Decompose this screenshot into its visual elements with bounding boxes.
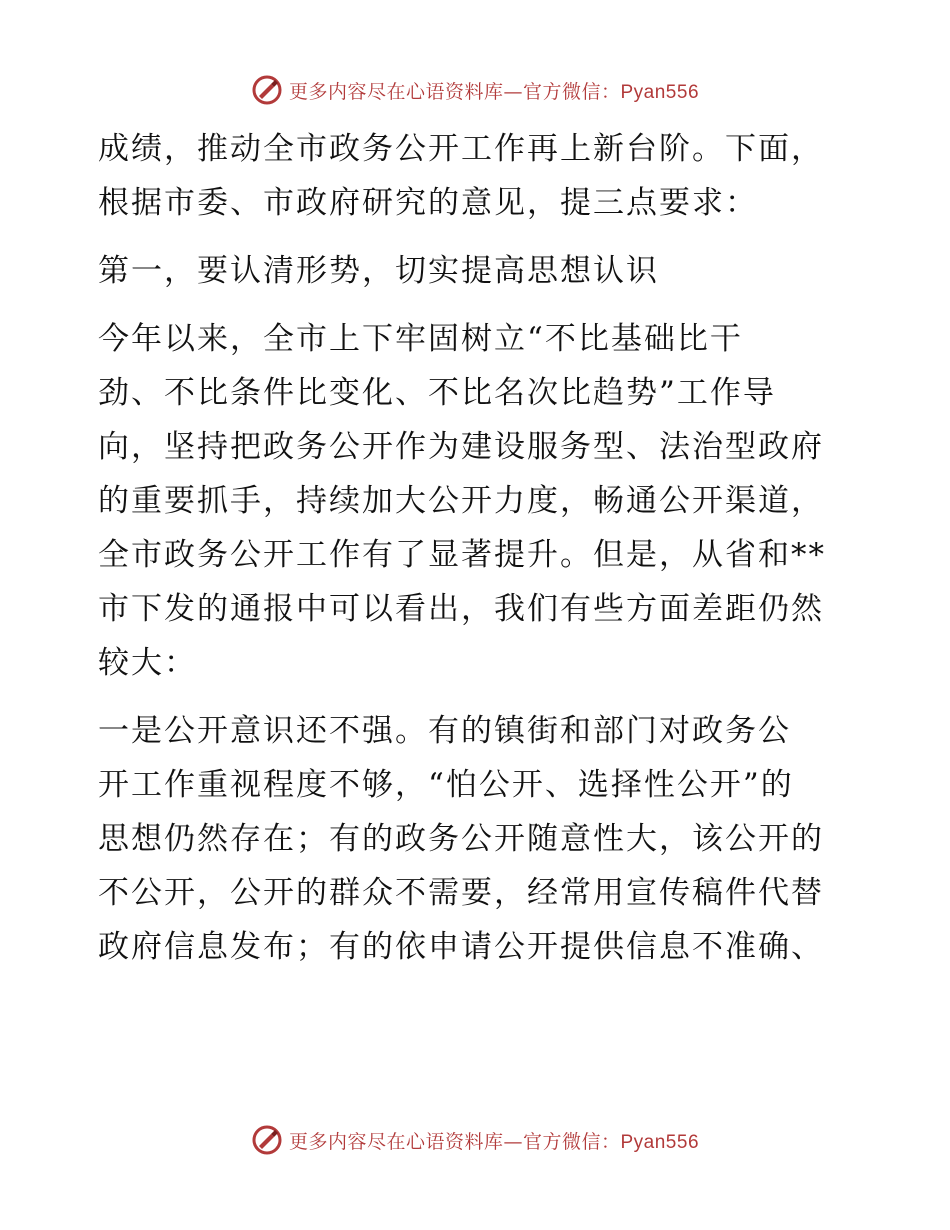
heading-line: 第一，要认清形势，切实提高思想认识 <box>98 253 659 289</box>
text-line: 一是公开意识还不强。有的镇街和部门对政务公 <box>98 713 791 749</box>
text-line: 市下发的通报中可以看出，我们有些方面差距仍然 <box>98 591 824 627</box>
text-line: 不公开，公开的群众不需要，经常用宣传稿件代替 <box>98 875 824 911</box>
pen-logo-icon <box>251 1124 283 1156</box>
text-line: 的重要抓手，持续加大公开力度，畅通公开渠道， <box>98 483 824 519</box>
text-line: 向，坚持把政务公开作为建设服务型、法治型政府 <box>98 429 824 465</box>
pen-logo-icon <box>251 74 283 106</box>
paragraph <box>98 312 858 690</box>
paragraph <box>98 704 858 974</box>
text-line: 开工作重视程度不够，“怕公开、选择性公开”的 <box>98 767 794 803</box>
header-watermark <box>0 70 950 110</box>
section-heading <box>98 244 858 298</box>
watermark-text: 更多内容尽在心语资料库—官方微信：Pyan556 <box>288 80 700 103</box>
text-line: 政府信息发布；有的依申请公开提供信息不准确、 <box>98 929 824 965</box>
text-line: 劲、不比条件比变化、不比名次比趋势”工作导 <box>98 375 776 411</box>
text-line: 全市政务公开工作有了显著提升。但是，从省和** <box>98 537 826 573</box>
paragraph <box>98 122 858 230</box>
footer-watermark <box>0 1120 950 1160</box>
watermark-text: 更多内容尽在心语资料库—官方微信：Pyan556 <box>288 1130 700 1153</box>
text-line: 今年以来，全市上下牢固树立“不比基础比干 <box>98 321 743 357</box>
document-body <box>98 122 858 974</box>
text-line: 根据市委、市政府研究的意见，提三点要求： <box>98 185 758 221</box>
text-line: 思想仍然存在；有的政务公开随意性大，该公开的 <box>98 821 824 857</box>
text-line: 较大： <box>98 645 197 681</box>
text-line: 成绩，推动全市政务公开工作再上新台阶。下面， <box>98 131 824 167</box>
